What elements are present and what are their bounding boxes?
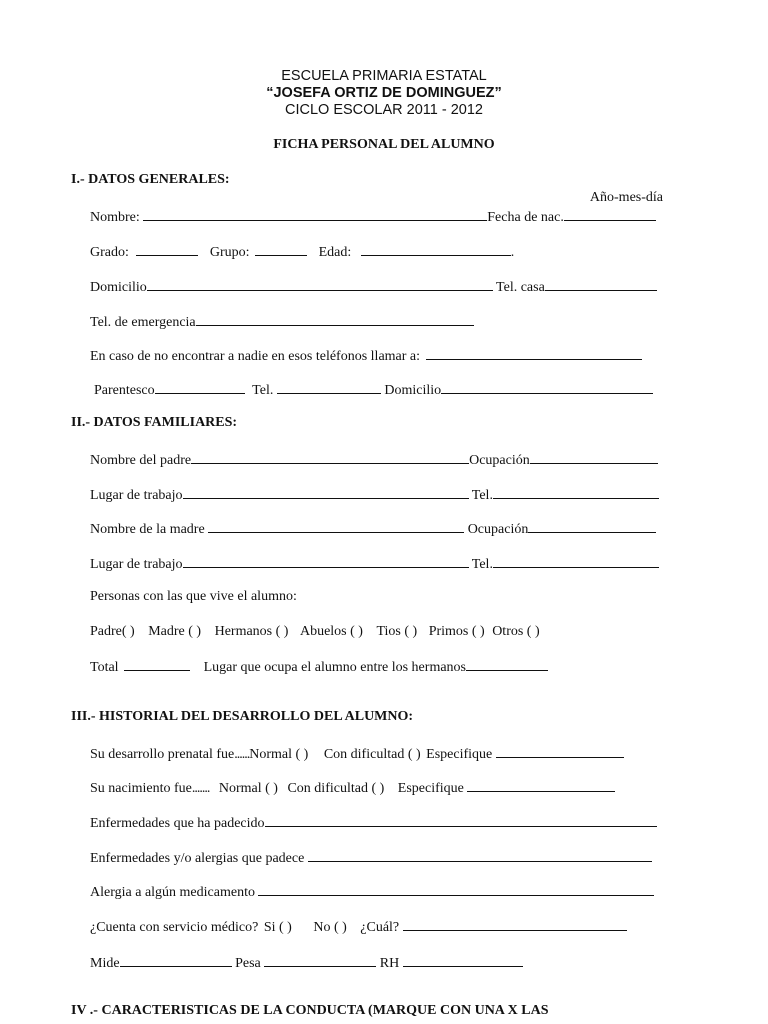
school-type: ESCUELA PRIMARIA ESTATAL (281, 68, 487, 84)
row-domicilio (90, 277, 657, 297)
label-padre: Nombre del padre (90, 453, 192, 468)
field-madre[interactable] (208, 519, 464, 533)
label-trabajo-madre: Lugar de trabajo (90, 557, 183, 572)
row-alergia-med (90, 882, 654, 902)
label-nombre: Nombre: (90, 210, 140, 225)
field-tel-madre[interactable] (493, 554, 659, 568)
label-servicio: ¿Cuenta con servicio médico? (90, 920, 259, 935)
label-grado: Grado: (90, 245, 129, 260)
label-tel-contacto: Tel. (252, 383, 274, 398)
field-ocupacion-padre[interactable] (530, 450, 658, 464)
option-abuelos[interactable]: Abuelos ( ) (299, 624, 363, 639)
field-parentesco[interactable] (155, 380, 245, 394)
option-servicio-no[interactable]: No ( ) (313, 920, 347, 935)
label-personas: Personas con las que vive el alumno: (90, 589, 297, 604)
section-2-title: II.- DATOS FAMILIARES: (71, 415, 238, 430)
row-nombre (90, 207, 656, 227)
field-fecha-nac[interactable] (564, 207, 656, 221)
field-enfermedades[interactable] (265, 813, 657, 827)
label-en-caso: En caso de no encontrar a nadie en esos teléfonos llamar a: (90, 349, 421, 364)
dots-prenatal: ...... (234, 747, 250, 762)
option-tios[interactable]: Tios ( ) (376, 624, 418, 639)
school-cycle: CICLO ESCOLAR 2011 - 2012 (285, 102, 483, 118)
label-ocupacion-madre: Ocupación (467, 522, 529, 537)
option-madre[interactable]: Madre ( ) (148, 624, 202, 639)
option-primos[interactable]: Primos ( ) (428, 624, 485, 639)
field-tel-contacto[interactable] (277, 380, 381, 394)
label-fecha-nac: Fecha de nac. (487, 210, 564, 225)
label-trabajo-padre: Lugar de trabajo (90, 488, 183, 503)
option-otros[interactable]: Otros ( ) (492, 624, 540, 639)
field-rh[interactable] (403, 953, 523, 967)
row-enf-alergias (90, 848, 652, 868)
field-enf-alergias[interactable] (308, 848, 652, 862)
label-madre: Nombre de la madre (90, 522, 205, 537)
row-prenatal (90, 744, 624, 764)
section-3-title: III.- HISTORIAL DEL DESARROLLO DEL ALUMNO: (71, 709, 414, 724)
field-pesa[interactable] (264, 953, 376, 967)
field-padre[interactable] (191, 450, 469, 464)
field-ocupacion-madre[interactable] (528, 519, 656, 533)
field-lugar-hermanos[interactable] (466, 657, 548, 671)
label-parentesco: Parentesco (94, 383, 155, 398)
school-name: “JOSEFA ORTIZ DE DOMINGUEZ” (266, 85, 502, 101)
row-total (90, 657, 548, 677)
option-prenatal-normal[interactable]: Normal ( ) (249, 747, 309, 762)
row-parentesco (94, 380, 653, 400)
field-domicilio[interactable] (147, 277, 493, 291)
label-cual: ¿Cuál? (360, 920, 400, 935)
row-nacimiento (90, 778, 615, 798)
field-trabajo-padre[interactable] (183, 485, 469, 499)
label-prenatal: Su desarrollo prenatal fue (90, 747, 235, 762)
label-rh: RH (379, 956, 400, 971)
form-title: FICHA PERSONAL DEL ALUMNO (273, 137, 495, 152)
label-especifique-nacimiento: Especifique (397, 781, 464, 796)
option-nacimiento-dificultad[interactable]: Con dificultad ( ) (287, 781, 385, 796)
row-grado: Grado: Grupo: Edad: . (90, 242, 514, 262)
date-format-note: Año-mes-día (589, 190, 663, 205)
field-domicilio-contacto[interactable] (441, 380, 653, 394)
label-tel-emergencia: Tel. de emergencia (90, 315, 196, 330)
row-madre (90, 519, 656, 539)
dots-nacimiento: ....... (191, 781, 210, 796)
label-domicilio: Domicilio (90, 280, 147, 295)
field-trabajo-madre[interactable] (183, 554, 469, 568)
label-alergia-med: Alergia a algún medicamento (90, 885, 255, 900)
field-nombre[interactable] (143, 207, 487, 221)
label-tel-casa: Tel. casa (496, 280, 545, 295)
row-padre (90, 450, 658, 470)
option-prenatal-dificultad[interactable]: Con dificultad ( ) (323, 747, 421, 762)
row-personas (90, 588, 297, 606)
field-especifique-nacimiento[interactable] (467, 778, 615, 792)
row-en-caso (90, 346, 642, 366)
label-ocupacion-padre: Ocupación (469, 453, 530, 468)
label-pesa: Pesa (235, 956, 261, 971)
field-cual[interactable] (403, 917, 627, 931)
field-alergia-med[interactable] (258, 882, 654, 896)
field-tel-casa[interactable] (545, 277, 657, 291)
label-grupo: Grupo: (209, 245, 250, 260)
option-hermanos[interactable]: Hermanos ( ) (214, 624, 289, 639)
label-nacimiento: Su nacimiento fue (90, 781, 192, 796)
option-padre[interactable]: Padre( ) (90, 624, 135, 639)
label-tel-padre: Tel. (471, 488, 493, 503)
option-nacimiento-normal[interactable]: Normal ( ) (218, 781, 278, 796)
field-tel-padre[interactable] (493, 485, 659, 499)
field-total[interactable] (124, 657, 190, 671)
label-total: Total (90, 660, 119, 675)
section-1-title: I.- DATOS GENERALES: (71, 172, 230, 187)
row-trabajo-madre (90, 554, 659, 574)
section-4-title: IV .- CARACTERISTICAS DE LA CONDUCTA (MARQUE CON UNA X LAS (71, 1003, 549, 1018)
field-tel-emergencia[interactable] (196, 312, 474, 326)
row-tel-emergencia (90, 312, 474, 332)
field-grado[interactable] (136, 242, 198, 256)
field-mide[interactable] (120, 953, 232, 967)
option-servicio-si[interactable]: Si ( ) (263, 920, 292, 935)
field-grupo[interactable] (255, 242, 307, 256)
row-options (90, 623, 540, 641)
label-mide: Mide (90, 956, 120, 971)
label-enfermedades: Enfermedades que ha padecido (90, 816, 265, 831)
row-enfermedades (90, 813, 657, 833)
label-tel-madre: Tel. (471, 557, 493, 572)
row-medidas (90, 953, 523, 973)
label-especifique-prenatal: Especifique (426, 747, 493, 762)
label-lugar-hermanos: Lugar que ocupa el alumno entre los hermanos (203, 660, 466, 675)
row-trabajo-padre (90, 485, 659, 505)
row-servicio (90, 917, 627, 937)
field-en-caso[interactable] (426, 346, 642, 360)
label-edad: Edad: (318, 245, 352, 260)
label-enf-alergias: Enfermedades y/o alergias que padece (90, 851, 305, 866)
field-especifique-prenatal[interactable] (496, 744, 624, 758)
label-domicilio-contacto: Domicilio (384, 383, 442, 398)
field-edad[interactable] (361, 242, 511, 256)
